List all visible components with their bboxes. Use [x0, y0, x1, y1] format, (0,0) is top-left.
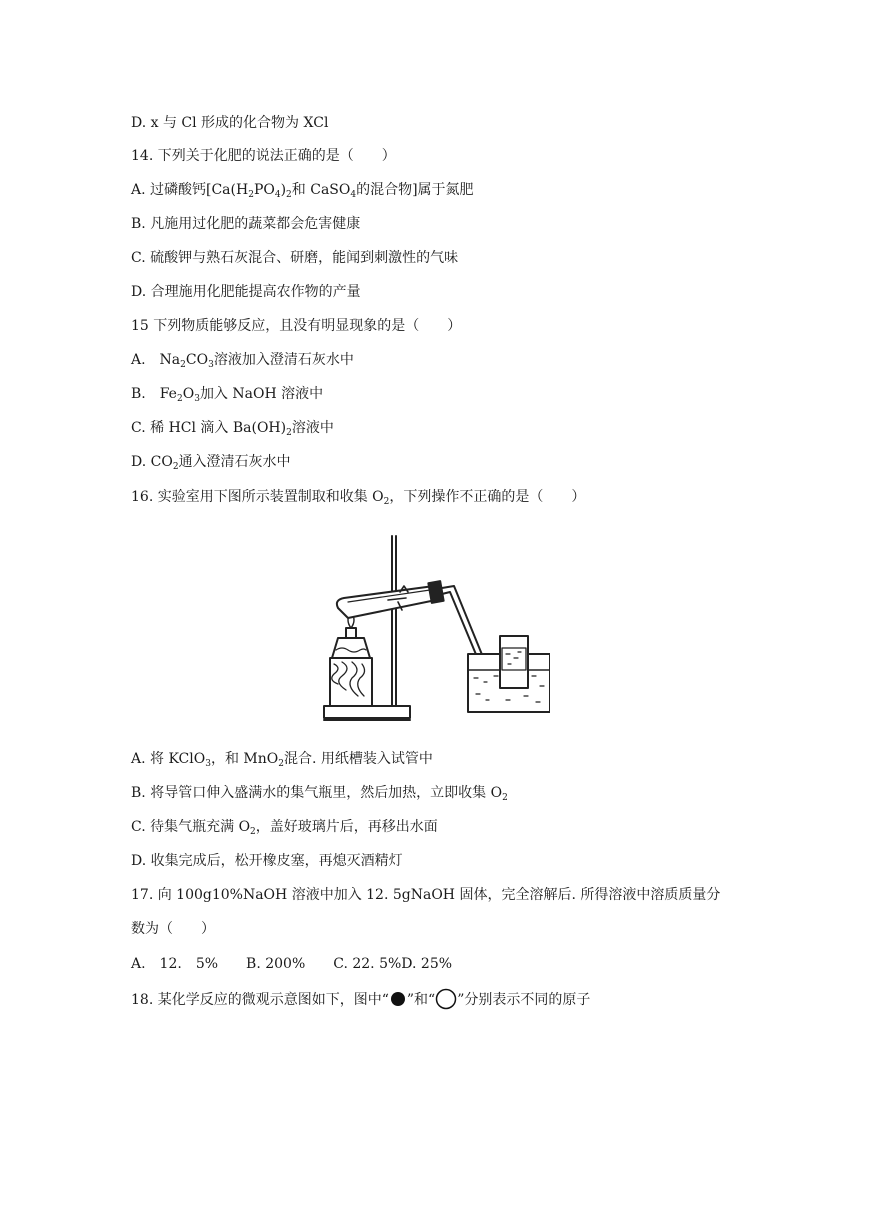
q16-option-c: C. 待集气瓶充满 $O_2$，盖好玻璃片后，再移出水面: [131, 819, 438, 837]
oxygen-apparatus-figure: [318, 530, 550, 726]
q16-option-b: B. 将导管口伸入盛满水的集气瓶里，然后加热，立即收集 $O_2$: [131, 785, 508, 803]
q13-option-d: D. x 与 Cl 形成的化合物为 XCl: [131, 115, 329, 131]
q16-option-d: D. 收集完成后，松开橡皮塞，再熄灭酒精灯: [131, 853, 403, 869]
q14-option-d: D. 合理施用化肥能提高农作物的产量: [131, 284, 361, 300]
q15-option-d: D. $CO_2$通入澄清石灰水中: [131, 454, 291, 472]
q15-option-a: A. $Na_2CO_3$溶液加入澄清石灰水中: [131, 352, 354, 370]
q14-option-c: C. 硫酸钾与熟石灰混合、研磨，能闻到刺激性的气味: [131, 250, 459, 266]
q15-option-c: C. 稀 HCl 滴入 $Ba(OH)_2$溶液中: [131, 420, 334, 438]
alcohol-lamp: [332, 638, 370, 658]
q14-stem: 14. 下列关于化肥的说法正确的是（ ）: [131, 148, 396, 164]
q15-option-b: B. $Fe_2O_3$加入 NaOH 溶液中: [131, 386, 324, 404]
q16-option-a: A. 将 KClO$_3$，和 MnO$_2$混合. 用纸槽装入试管中: [131, 751, 433, 769]
rubber-stopper: [428, 581, 443, 603]
stand-base: [324, 706, 410, 718]
q14-option-a: A. 过磷酸钙[$Ca(H_2PO_4)_2$和 CaSO$_4$的混合物]属于氮肥: [131, 182, 474, 200]
q14-option-b: B. 凡施用过化肥的蔬菜都会危害健康: [131, 216, 361, 232]
q17-stem-line2: 数为（ ）: [131, 921, 215, 937]
q17-options: A. 12. 5% B. 200% C. 22. 5%D. 25%: [131, 956, 453, 972]
q15-stem: 15 下列物质能够反应，且没有明显现象的是（ ）: [131, 318, 462, 334]
q18-stem: 18. 某化学反应的微观示意图如下，图中“ ”和“ ”分别表示不同的原子: [131, 988, 590, 1010]
q16-stem: 16. 实验室用下图所示装置制取和收集 $O_2$，下列操作不正确的是（ ）: [131, 489, 586, 507]
q17-stem-line1: 17. 向 100g10%NaOH 溶液中加入 12. 5gNaOH 固体，完全溶解后. 所得溶液中溶质质量分: [131, 887, 721, 903]
hollow-atom-icon: [435, 988, 457, 1010]
filled-atom-icon: [389, 990, 407, 1008]
